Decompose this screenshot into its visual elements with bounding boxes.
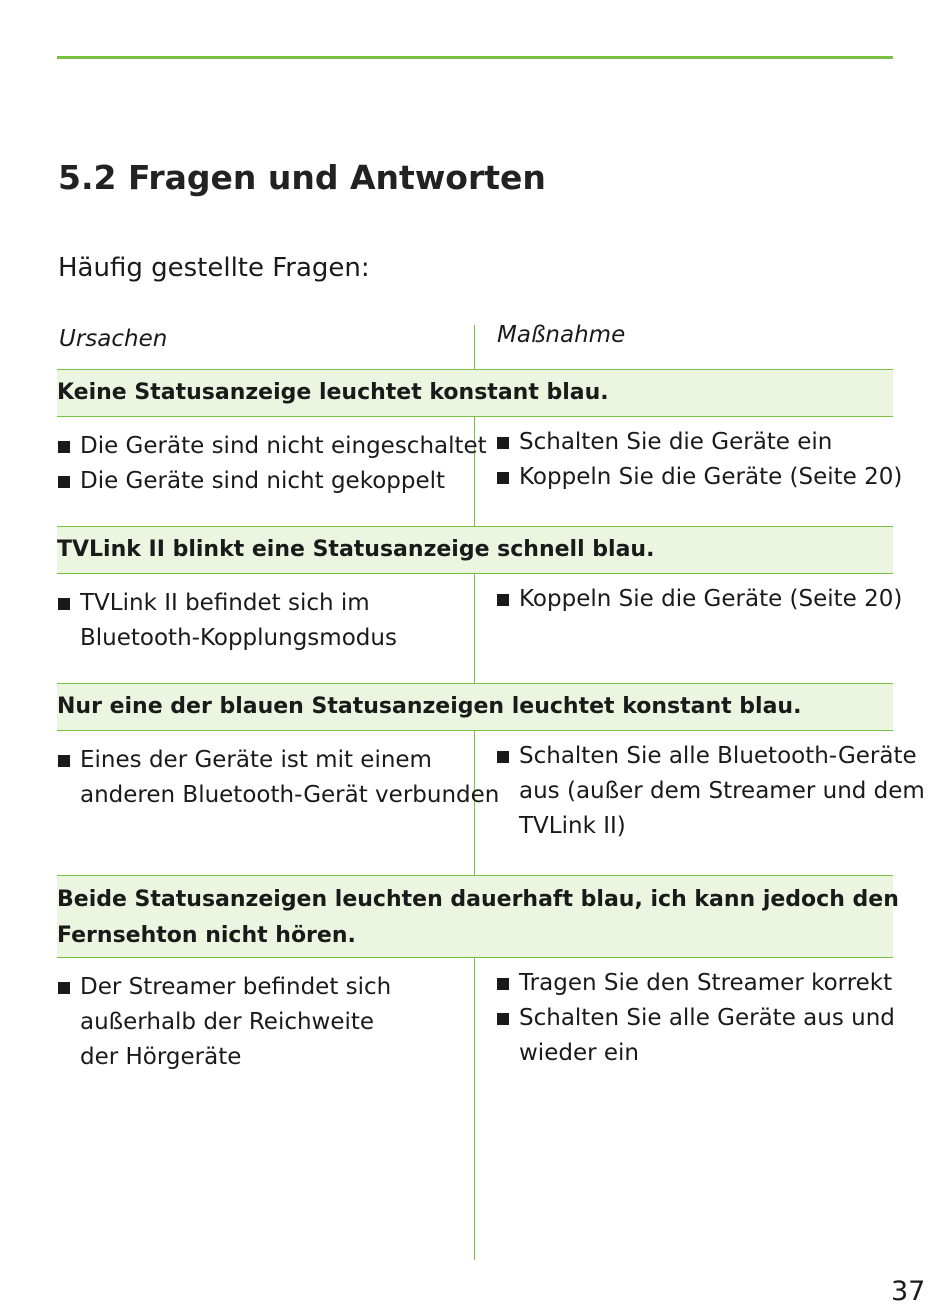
bullet-square-icon	[58, 441, 70, 453]
actions-cell	[497, 425, 902, 495]
bullet-square-icon	[497, 978, 509, 990]
top-rule	[57, 56, 893, 59]
column-header-actions: Maßnahme	[497, 322, 626, 348]
faq-question: Nur eine der blauen Statusanzeigen leuchtet konstant blau.	[57, 694, 802, 719]
cause-item: Die Geräte sind nicht gekoppelt	[58, 464, 487, 499]
cause-item: Der Streamer befindet sich außerhalb der Reichweite der Hörgeräte	[58, 970, 391, 1075]
faq-question: TVLink II blinkt eine Statusanzeige schnell blau.	[57, 537, 655, 562]
bullet-square-icon	[58, 982, 70, 994]
bullet-square-icon	[497, 751, 509, 763]
cause-item: Die Geräte sind nicht eingeschaltet	[58, 429, 487, 464]
causes-cell	[58, 970, 391, 1075]
section-subtitle: Häufig gestellte Fragen:	[58, 253, 370, 283]
action-item: Schalten Sie die Geräte ein	[497, 425, 902, 460]
causes-cell	[58, 586, 397, 656]
cause-item: Eines der Geräte ist mit einem anderen Bluetooth-Gerät verbunden	[58, 743, 499, 813]
action-item: Schalten Sie alle Geräte aus und wieder ein	[497, 1001, 895, 1071]
actions-cell	[497, 739, 925, 844]
faq-question-band	[57, 369, 893, 417]
faq-question-band	[57, 683, 893, 731]
actions-cell	[497, 966, 895, 1071]
column-divider	[474, 958, 475, 1260]
action-item: Koppeln Sie die Geräte (Seite 20)	[497, 460, 902, 495]
faq-question: Keine Statusanzeige leuchtet konstant blau.	[57, 380, 609, 405]
bullet-square-icon	[58, 476, 70, 488]
column-header-causes: Ursachen	[59, 326, 168, 352]
bullet-square-icon	[58, 755, 70, 767]
cause-item: TVLink II befindet sich im Bluetooth-Kopplungsmodus	[58, 586, 397, 656]
faq-question-band	[57, 526, 893, 574]
column-divider	[474, 574, 475, 683]
action-item: Koppeln Sie die Geräte (Seite 20)	[497, 582, 902, 617]
faq-question-band	[57, 875, 899, 958]
action-item: Tragen Sie den Streamer korrekt	[497, 966, 895, 1001]
bullet-square-icon	[497, 594, 509, 606]
page-number: 37	[891, 1276, 926, 1307]
actions-cell	[497, 582, 902, 617]
bullet-square-icon	[497, 437, 509, 449]
bullet-square-icon	[497, 1013, 509, 1025]
column-divider	[474, 325, 475, 369]
causes-cell	[58, 429, 487, 499]
faq-question: Beide Statusanzeigen leuchten dauerhaft blau, ich kann jedoch den Fernsehton nicht hören.	[57, 887, 899, 948]
causes-cell	[58, 743, 499, 813]
section-title: 5.2 Fragen und Antworten	[58, 158, 546, 197]
action-item: Schalten Sie alle Bluetooth-Geräte aus (außer dem Streamer und dem TVLink II)	[497, 739, 925, 844]
bullet-square-icon	[58, 598, 70, 610]
bullet-square-icon	[497, 472, 509, 484]
